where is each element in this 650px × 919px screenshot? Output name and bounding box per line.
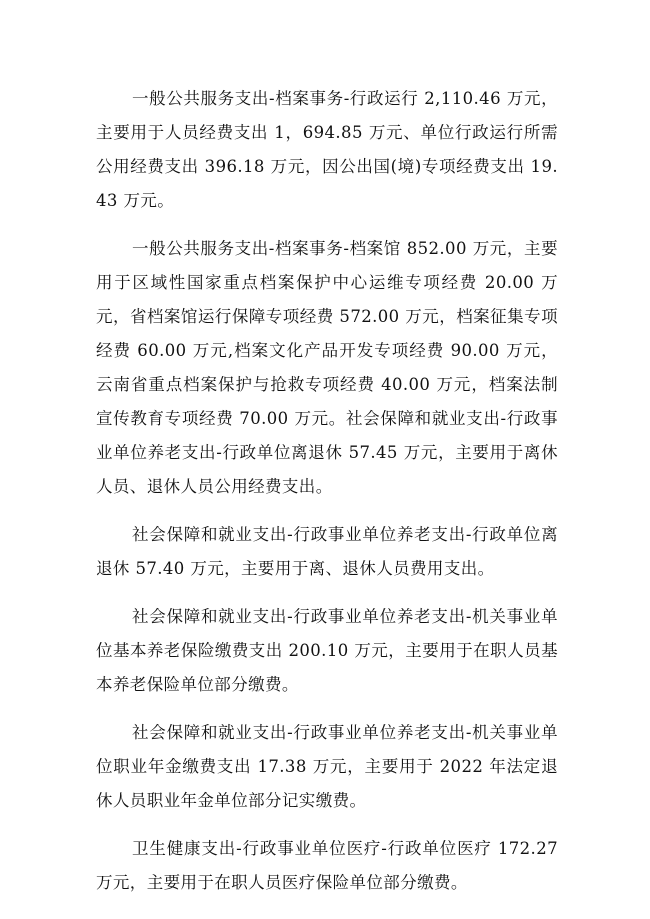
paragraph-basic-pension-insurance: 社会保障和就业支出-行政事业单位养老支出-机关事业单位基本养老保险缴费支出 200.10 万元，主要用于在职人员基本养老保险单位部分缴费。	[96, 607, 558, 694]
paragraph-medical-insurance: 卫生健康支出-行政事业单位医疗-行政单位医疗 172.27 万元，主要用于在职人员医疗保险单位部分缴费。	[96, 839, 558, 892]
paragraph-administrative-operation: 一般公共服务支出-档案事务-行政运行 2,110.46 万元，主要用于人员经费支出 1，694.85 万元、单位行政运行所需公用经费支出 396.18 万元，因公出国(境)专项经费支出 19.43 万元。	[96, 89, 558, 210]
paragraph-archives-museum: 一般公共服务支出-档案事务-档案馆 852.00 万元，主要用于区域性国家重点档案保护中心运维专项经费 20.00 万元，省档案馆运行保障专项经费 572.00 万元，档案征集专项经费 60.00 万元,档案文化产品开发专项经费 90.00 万元，云南省重点档案保护与抢救专项经费 40.00 万元，档案法制宣传教育专项经费 70.00 万元。社会保障和就业支出-行政事业单位养老支出-行政单位离退休 57.45 万元，主要用于离休人员、退休人员公用经费支出。	[96, 239, 558, 496]
document-body	[96, 82, 558, 914]
paragraph-occupational-annuity: 社会保障和就业支出-行政事业单位养老支出-机关事业单位职业年金缴费支出 17.38 万元，主要用于 2022 年法定退休人员职业年金单位部分记实缴费。	[96, 723, 558, 810]
paragraph-retirement-administrative-units: 社会保障和就业支出-行政事业单位养老支出-行政单位离退休 57.40 万元，主要用于离、退休人员费用支出。	[96, 525, 558, 578]
